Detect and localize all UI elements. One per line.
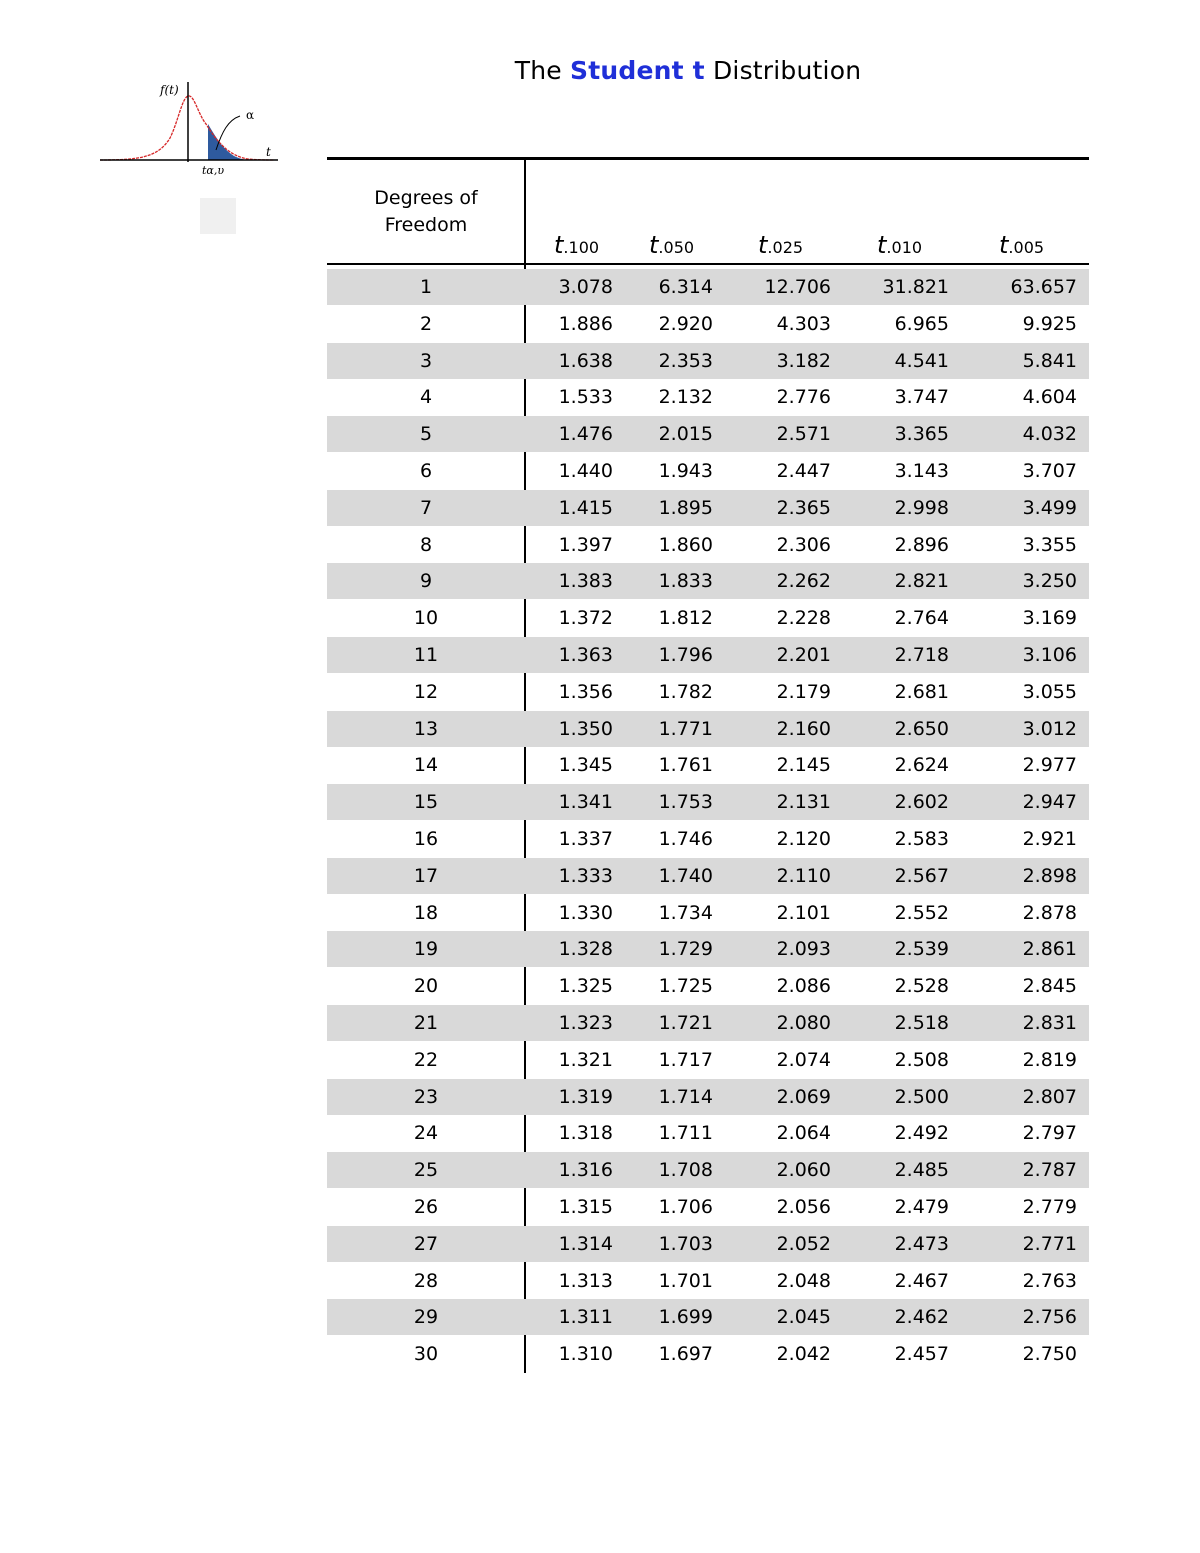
critical-value-label: tα,υ	[202, 164, 225, 177]
t100-cell: 1.397	[558, 533, 613, 556]
df-cell: 12	[413, 680, 439, 703]
y-axis-label: f(t)	[160, 83, 179, 97]
t100-cell: 1.363	[558, 644, 613, 666]
table-row	[327, 637, 1089, 673]
col-header-t005: t.005	[999, 231, 1045, 259]
t005-cell: 2.898	[1022, 864, 1077, 887]
df-cell: 18	[413, 901, 439, 924]
t010-cell: 6.965	[894, 312, 949, 335]
t025-cell: 2.120	[776, 828, 831, 850]
t005-cell: 5.841	[1022, 349, 1077, 372]
table-row	[327, 1226, 1089, 1262]
t025-cell: 4.303	[776, 312, 831, 335]
t025-cell: 12.706	[764, 276, 831, 298]
t050-cell: 6.314	[658, 276, 713, 298]
distribution-figure	[98, 78, 288, 178]
t100-cell: 1.533	[558, 386, 613, 409]
table-row	[327, 269, 1089, 305]
df-cell: 22	[413, 1048, 439, 1071]
t050-cell: 1.746	[658, 828, 713, 850]
t100-cell: 1.313	[558, 1269, 613, 1292]
t005-cell: 3.169	[1022, 607, 1077, 630]
density-curve	[100, 96, 274, 160]
df-header-line-1: Degrees of	[374, 187, 478, 209]
t050-cell: 1.753	[658, 791, 713, 814]
t005-cell: 2.750	[1022, 1343, 1077, 1366]
t050-cell: 1.729	[658, 938, 713, 961]
t050-cell: 1.740	[658, 864, 713, 887]
table-row	[327, 379, 1089, 415]
t005-cell: 2.797	[1022, 1122, 1077, 1145]
t025-cell: 2.101	[776, 901, 831, 924]
t005-cell: 3.355	[1022, 533, 1077, 556]
t010-cell: 2.473	[894, 1232, 949, 1255]
t005-cell: 2.947	[1022, 791, 1077, 814]
t100-cell: 1.350	[558, 717, 613, 740]
t050-cell: 1.761	[658, 754, 713, 777]
table-row	[327, 306, 1089, 342]
t050-cell: 1.699	[658, 1306, 713, 1329]
t100-cell: 1.345	[558, 754, 613, 777]
title-pre: The	[514, 56, 562, 85]
df-cell: 14	[413, 754, 439, 777]
t005-cell: 2.878	[1022, 901, 1077, 924]
t025-cell: 2.365	[776, 496, 831, 519]
t010-cell: 2.518	[894, 1012, 949, 1034]
t050-cell: 1.711	[658, 1122, 713, 1145]
t050-cell: 1.943	[658, 460, 713, 482]
df-cell: 17	[413, 864, 439, 887]
t025-cell: 2.069	[776, 1085, 831, 1108]
title-post: Distribution	[712, 56, 862, 85]
t025-cell: 2.776	[776, 386, 831, 409]
t005-cell: 3.106	[1022, 644, 1077, 666]
t005-cell: 2.779	[1022, 1196, 1077, 1218]
t010-cell: 3.747	[894, 386, 949, 409]
df-cell: 28	[413, 1269, 439, 1292]
t005-cell: 3.707	[1022, 460, 1077, 482]
t010-cell: 2.567	[894, 864, 949, 887]
alpha-label: α	[246, 108, 255, 122]
t005-cell: 3.250	[1022, 570, 1077, 593]
t050-cell: 1.714	[658, 1085, 713, 1108]
t010-cell: 2.539	[894, 938, 949, 961]
t005-cell: 2.921	[1022, 828, 1077, 850]
title-highlight: Student t	[570, 56, 705, 85]
t100-cell: 1.310	[558, 1343, 613, 1366]
t005-cell: 3.499	[1022, 496, 1077, 519]
df-cell: 15	[413, 791, 439, 814]
t010-cell: 3.365	[894, 423, 949, 446]
df-cell: 3	[419, 349, 433, 372]
t005-cell: 9.925	[1022, 312, 1077, 335]
t100-cell: 1.372	[558, 607, 613, 630]
t025-cell: 2.201	[776, 644, 831, 666]
t010-cell: 2.650	[894, 717, 949, 740]
t010-cell: 2.764	[894, 607, 949, 630]
t005-cell: 3.012	[1022, 717, 1077, 740]
t005-cell: 4.604	[1022, 386, 1077, 409]
t100-cell: 1.383	[558, 570, 613, 593]
table-row	[327, 895, 1089, 931]
t010-cell: 2.492	[894, 1122, 949, 1145]
table-row	[327, 490, 1089, 526]
t005-cell: 2.819	[1022, 1048, 1077, 1071]
t005-cell: 2.756	[1022, 1306, 1077, 1329]
t025-cell: 2.042	[776, 1343, 831, 1366]
t050-cell: 1.697	[658, 1343, 713, 1366]
table-row	[327, 674, 1089, 710]
t025-cell: 2.571	[776, 423, 831, 446]
t005-cell: 3.055	[1022, 680, 1077, 703]
t100-cell: 1.440	[558, 460, 613, 482]
t025-cell: 2.262	[776, 570, 831, 593]
tail-area	[208, 124, 248, 160]
table-row	[327, 563, 1089, 599]
table-row	[327, 1005, 1089, 1041]
t050-cell: 1.721	[658, 1012, 713, 1034]
t050-cell: 2.353	[658, 349, 713, 372]
t100-cell: 1.333	[558, 864, 613, 887]
t050-cell: 1.782	[658, 680, 713, 703]
df-cell: 5	[419, 423, 433, 446]
t100-cell: 1.325	[558, 975, 613, 998]
col-header-t025: t.025	[758, 231, 804, 259]
t050-cell: 1.703	[658, 1232, 713, 1255]
t025-cell: 2.145	[776, 754, 831, 777]
t010-cell: 2.467	[894, 1269, 949, 1292]
t100-cell: 1.415	[558, 496, 613, 519]
df-cell: 11	[413, 644, 439, 666]
t025-cell: 2.093	[776, 938, 831, 961]
df-cell: 8	[419, 533, 433, 556]
t010-cell: 2.998	[894, 496, 949, 519]
table-row	[327, 821, 1089, 857]
t005-cell: 2.977	[1022, 754, 1077, 777]
t025-cell: 2.045	[776, 1306, 831, 1329]
t025-cell: 2.048	[776, 1269, 831, 1292]
t100-cell: 1.323	[558, 1012, 613, 1034]
t010-cell: 2.528	[894, 975, 949, 998]
col-header-t050: t.050	[649, 231, 695, 259]
t010-cell: 2.718	[894, 644, 949, 666]
df-cell: 27	[413, 1232, 439, 1255]
table-row	[327, 747, 1089, 783]
t100-cell: 1.321	[558, 1048, 613, 1071]
t025-cell: 2.131	[776, 791, 831, 814]
t100-cell: 1.315	[558, 1196, 613, 1218]
t050-cell: 1.725	[658, 975, 713, 998]
df-cell: 20	[413, 975, 439, 998]
placeholder-box	[200, 198, 236, 234]
x-axis-label: t	[266, 145, 271, 159]
t010-cell: 2.462	[894, 1306, 949, 1329]
t005-cell: 2.845	[1022, 975, 1077, 998]
t010-cell: 31.821	[882, 276, 949, 298]
df-cell: 29	[413, 1306, 439, 1329]
t010-cell: 2.583	[894, 828, 949, 850]
t005-cell: 63.657	[1010, 276, 1077, 298]
t005-cell: 2.807	[1022, 1085, 1077, 1108]
df-cell: 25	[413, 1159, 439, 1182]
t010-cell: 2.624	[894, 754, 949, 777]
table-row	[327, 1189, 1089, 1225]
t010-cell: 2.821	[894, 570, 949, 593]
t050-cell: 1.812	[658, 607, 713, 630]
df-cell: 24	[413, 1122, 439, 1145]
t025-cell: 2.052	[776, 1232, 831, 1255]
table-row	[327, 343, 1089, 379]
t010-cell: 2.500	[894, 1085, 949, 1108]
t010-cell: 2.479	[894, 1196, 949, 1218]
df-cell: 13	[413, 717, 439, 740]
table-row	[327, 416, 1089, 452]
df-cell: 21	[413, 1012, 439, 1034]
t100-cell: 1.337	[558, 828, 613, 850]
t025-cell: 2.080	[776, 1012, 831, 1034]
t025-cell: 2.228	[776, 607, 831, 630]
t010-cell: 2.552	[894, 901, 949, 924]
table-row	[327, 453, 1089, 489]
t025-cell: 2.086	[776, 975, 831, 998]
t025-cell: 2.074	[776, 1048, 831, 1071]
t050-cell: 1.708	[658, 1159, 713, 1182]
t010-cell: 2.485	[894, 1159, 949, 1182]
df-cell: 2	[419, 312, 433, 335]
t100-cell: 1.328	[558, 938, 613, 961]
table-row	[327, 600, 1089, 636]
df-cell: 16	[413, 828, 439, 850]
col-header-t100: t.100	[554, 231, 600, 259]
t100-cell: 1.330	[558, 901, 613, 924]
df-cell: 6	[419, 460, 433, 482]
table-row	[327, 931, 1089, 967]
t005-cell: 2.787	[1022, 1159, 1077, 1182]
distribution-curve-graphic	[98, 78, 288, 178]
t100-cell: 1.476	[558, 423, 613, 446]
t100-cell: 3.078	[558, 276, 613, 298]
table-row	[327, 1079, 1089, 1115]
t100-cell: 1.318	[558, 1122, 613, 1145]
df-cell: 9	[419, 570, 433, 593]
df-cell: 10	[413, 607, 439, 630]
table-row	[327, 527, 1089, 563]
t005-cell: 2.861	[1022, 938, 1077, 961]
t025-cell: 3.182	[776, 349, 831, 372]
t100-cell: 1.319	[558, 1085, 613, 1108]
t100-cell: 1.356	[558, 680, 613, 703]
df-cell: 4	[419, 386, 433, 409]
t050-cell: 2.132	[658, 386, 713, 409]
t025-cell: 2.179	[776, 680, 831, 703]
t025-cell: 2.060	[776, 1159, 831, 1182]
t005-cell: 2.831	[1022, 1012, 1077, 1034]
df-cell: 19	[413, 938, 439, 961]
df-header-line-2: Freedom	[384, 214, 468, 236]
t050-cell: 1.833	[658, 570, 713, 593]
t025-cell: 2.306	[776, 533, 831, 556]
t010-cell: 2.896	[894, 533, 949, 556]
table-row	[327, 1336, 1089, 1372]
t100-cell: 1.316	[558, 1159, 613, 1182]
t025-cell: 2.447	[776, 460, 831, 482]
t005-cell: 4.032	[1022, 423, 1077, 446]
t025-cell: 2.056	[776, 1196, 831, 1218]
t005-cell: 2.763	[1022, 1269, 1077, 1292]
table-row	[327, 1115, 1089, 1151]
t010-cell: 2.681	[894, 680, 949, 703]
t010-cell: 4.541	[894, 349, 949, 372]
df-cell: 7	[419, 496, 433, 519]
t010-cell: 2.508	[894, 1048, 949, 1071]
t100-cell: 1.341	[558, 791, 613, 814]
t100-cell: 1.886	[558, 312, 613, 335]
top-rule	[327, 157, 1089, 160]
table-row	[327, 784, 1089, 820]
table-row	[327, 1042, 1089, 1078]
table-row	[327, 1152, 1089, 1188]
t005-cell: 2.771	[1022, 1232, 1077, 1255]
t010-cell: 3.143	[894, 460, 949, 482]
t050-cell: 1.796	[658, 644, 713, 666]
t025-cell: 2.160	[776, 717, 831, 740]
header-rule	[327, 263, 1089, 265]
t050-cell: 1.734	[658, 901, 713, 924]
df-cell: 1	[419, 276, 433, 298]
t050-cell: 1.771	[658, 717, 713, 740]
col-header-t010: t.010	[877, 231, 923, 259]
t010-cell: 2.457	[894, 1343, 949, 1366]
t050-cell: 2.920	[658, 312, 713, 335]
table-row	[327, 858, 1089, 894]
df-header	[327, 185, 525, 239]
df-cell: 30	[413, 1343, 439, 1366]
t050-cell: 2.015	[658, 423, 713, 446]
t100-cell: 1.311	[558, 1306, 613, 1329]
table-row	[327, 1263, 1089, 1299]
t050-cell: 1.717	[658, 1048, 713, 1071]
table-row	[327, 711, 1089, 747]
t025-cell: 2.064	[776, 1122, 831, 1145]
t050-cell: 1.701	[658, 1269, 713, 1292]
t010-cell: 2.602	[894, 791, 949, 814]
t100-cell: 1.314	[558, 1232, 613, 1255]
t050-cell: 1.706	[658, 1196, 713, 1218]
df-cell: 26	[413, 1196, 439, 1218]
table-row	[327, 968, 1089, 1004]
t050-cell: 1.895	[658, 496, 713, 519]
t100-cell: 1.638	[558, 349, 613, 372]
t050-cell: 1.860	[658, 533, 713, 556]
df-cell: 23	[413, 1085, 439, 1108]
table-row	[327, 1299, 1089, 1335]
t025-cell: 2.110	[776, 864, 831, 887]
